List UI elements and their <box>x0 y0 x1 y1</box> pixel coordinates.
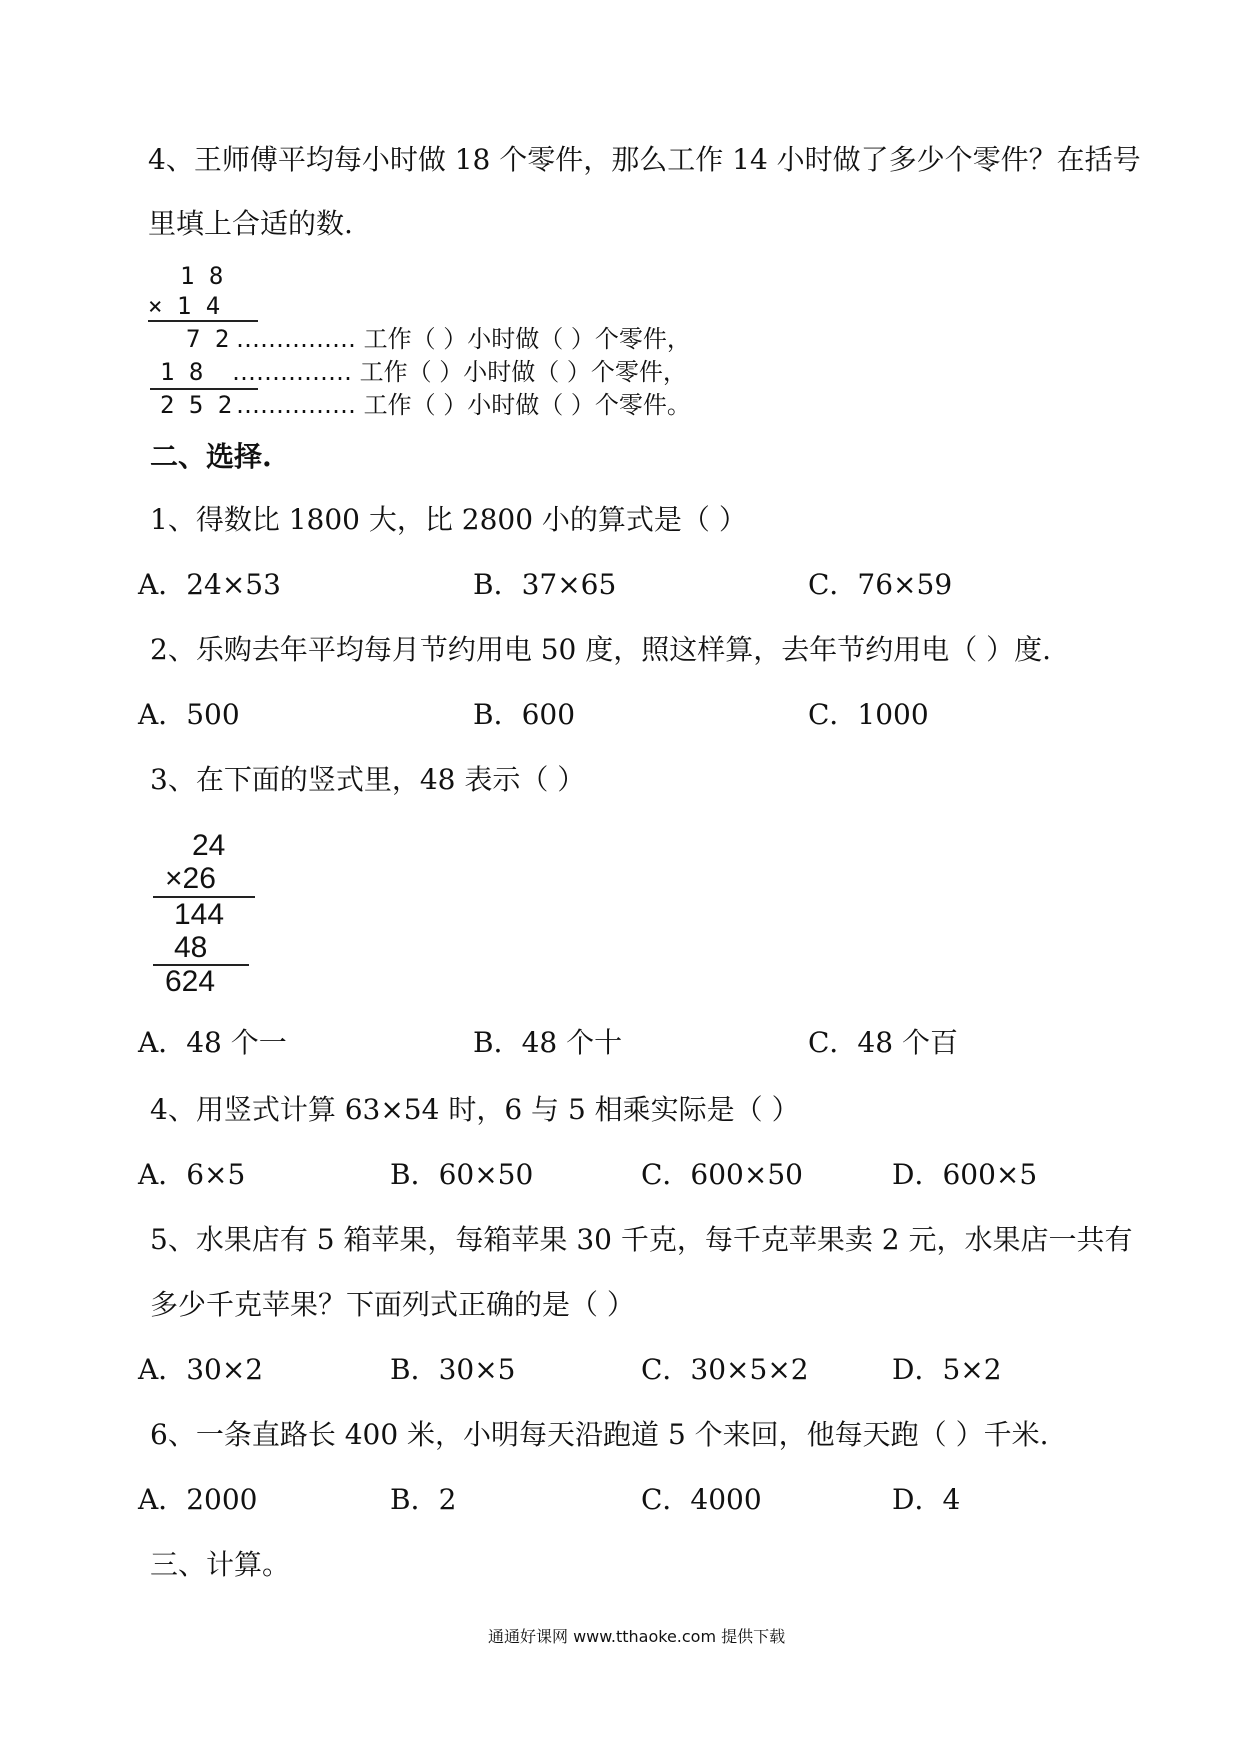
calc-multiplicand: 1 8 <box>180 262 224 290</box>
s2-q6-text: 6、一条直路长 400 米，小明每天沿跑道 5 个来回，他每天跑（ ）千米. <box>150 1418 1049 1451</box>
s2-q3-text: 3、在下面的竖式里，48 表示（ ） <box>150 763 586 796</box>
q3-calc-multiplier: ×26 <box>165 862 216 895</box>
q3-calc-partial-2: 48 <box>174 931 208 964</box>
s2-q3-option-a: A．48 个一 <box>138 1026 287 1059</box>
s2-q2-option-b: B．600 <box>473 698 576 731</box>
calc-multiplier: × 1 4 <box>148 292 221 320</box>
s2-q5-option-b: B．30×5 <box>390 1353 516 1386</box>
s2-q3-option-c: C．48 个百 <box>808 1026 958 1059</box>
s2-q1-option-b: B．37×65 <box>473 568 617 601</box>
page-footer: 通通好课网 www.tthaoke.com 提供下载 <box>488 1627 786 1646</box>
s2-q4-option-b: B．60×50 <box>390 1158 534 1191</box>
s2-q1-option-a: A．24×53 <box>138 568 281 601</box>
s2-q5-line1: 5、水果店有 5 箱苹果，每箱苹果 30 千克，每千克苹果卖 2 元，水果店一共有 <box>150 1223 1133 1256</box>
s2-q1-text: 1、得数比 1800 大，比 2800 小的算式是（ ） <box>150 503 747 536</box>
s2-q5-option-a: A．30×2 <box>138 1353 264 1386</box>
s2-q2-text: 2、乐购去年平均每月节约用电 50 度，照这样算，去年节约用电（ ）度. <box>150 633 1052 666</box>
s2-q1-option-c: C．76×59 <box>808 568 953 601</box>
calc-divider-1 <box>148 320 258 322</box>
s2-q4-option-d: D．600×5 <box>892 1158 1038 1191</box>
calc-partial-1: 7 2 <box>186 325 230 353</box>
s2-q4-text: 4、用竖式计算 63×54 时，6 与 5 相乘实际是（ ） <box>150 1093 800 1126</box>
q4-line2: 里填上合适的数. <box>148 207 353 240</box>
q4-line1: 4、王师傅平均每小时做 18 个零件，那么工作 14 小时做了多少个零件？在括号 <box>148 143 1141 176</box>
section-2-title: 二、选择. <box>150 440 272 473</box>
s2-q5-line2: 多少千克苹果？下面列式正确的是（ ） <box>150 1288 635 1321</box>
fill-row-2: …………… 工作（ ）小时做（ ）个零件， <box>232 358 687 386</box>
s2-q2-option-c: C．1000 <box>808 698 929 731</box>
s2-q2-option-a: A．500 <box>138 698 240 731</box>
section-3-title: 三、计算。 <box>150 1548 291 1581</box>
s2-q5-option-c: C．30×5×2 <box>641 1353 809 1386</box>
s2-q4-option-a: A．6×5 <box>138 1158 246 1191</box>
q3-calc-partial-1: 144 <box>174 898 225 931</box>
q3-calc-multiplicand: 24 <box>192 829 226 862</box>
calc-result: 2 5 2 <box>160 391 233 419</box>
fill-row-3: …………… 工作（ ）小时做（ ）个零件。 <box>236 391 691 419</box>
s2-q6-option-d: D．4 <box>892 1483 961 1516</box>
s2-q3-option-b: B．48 个十 <box>473 1026 623 1059</box>
s2-q6-option-a: A．2000 <box>138 1483 258 1516</box>
q3-calc-result: 624 <box>165 965 216 998</box>
calc-partial-2: 1 8 <box>160 358 204 386</box>
s2-q6-option-c: C．4000 <box>641 1483 762 1516</box>
fill-row-1: …………… 工作（ ）小时做（ ）个零件， <box>236 325 691 353</box>
s2-q6-option-b: B．2 <box>390 1483 457 1516</box>
s2-q4-option-c: C．600×50 <box>641 1158 803 1191</box>
s2-q5-option-d: D．5×2 <box>892 1353 1002 1386</box>
